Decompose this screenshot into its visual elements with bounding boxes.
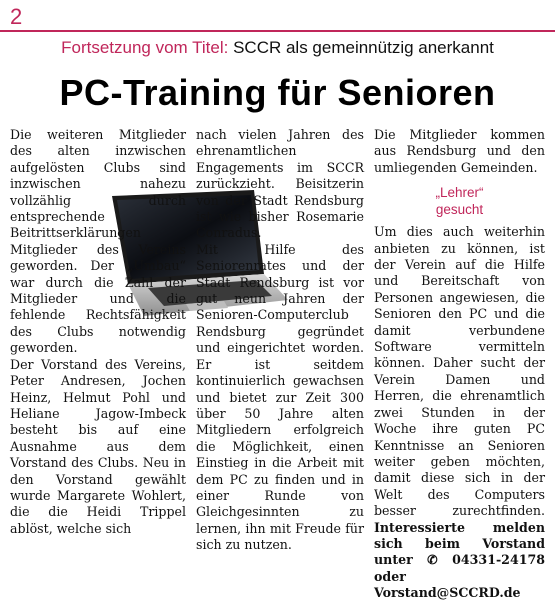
- article-column-2: [196, 127, 364, 554]
- headline: PC-Training für Senioren: [59, 72, 496, 113]
- call-text: Um dies auch weiterhin anbieten zu können, ist der Verein auf die Hilfe und Bereitschaft von Personen angewiesen, die Senioren den PC und die damit verbundene Software vermitteln können. Daher sucht der Verein Damen und Herren, die ehrenamtlich zwei Stunden in der Woche ihre guten PC Kenntnisse an Senioren weiter geben möchten, damit diese sich in der Welt des Computers besser zurechtfinden.: [374, 224, 545, 519]
- top-rule: [0, 30, 555, 32]
- page-number: 2: [10, 4, 23, 29]
- subheadline: [0, 38, 555, 58]
- paragraph-engagement: nach vielen Jahren des ehrenamtlichen Engagements im SCCR zurückzieht. Beisitzerin von der Stadt Rendsburg ist wie bisher Rosemarie Conradus.: [196, 127, 364, 241]
- paragraph-history: Mit Hilfe des Seniorenrates und der Stadt Rendsburg ist vor gut neun Jahren der Senioren-Computerclub Rendsburg gegründet und eingerichtet worden. Er ist seitdem kontinuierlich gewachsen und bietet zur Zeit 300 über 50 Jahre alten Mitgliedern erfolgreich die Möglichkeit, einen Einstieg in die Arbeit mit dem PC zu finden und in einer Runde von Gleichgesinnten zu lernen, ihn mit Freude für sich zu nutzen.: [196, 241, 364, 553]
- subhead-text: SCCR als gemeinnützig anerkannt: [233, 38, 494, 57]
- paragraph-intro: Die weiteren Mitglieder des alten inzwischen aufgelösten Clubs sind inzwischen nahezu vollzählig durch entsprechende Beitrittserklärungen Mitglieder des Vereins geworden. Der „Umbau“ war durch die Zahl der Mitglieder und die fehlende Rechtsfähigkeit des Clubs notwendig geworden.: [10, 127, 186, 356]
- section-subtitle: [374, 184, 545, 218]
- article-column-3: [374, 127, 545, 602]
- paragraph-call-for-teachers: [374, 224, 545, 601]
- article-column-1: [10, 127, 186, 537]
- paragraph-members: Die Mitglieder kommen aus Rendsburg und den umliegenden Gemeinden.: [374, 127, 545, 175]
- subhead-continuation-label: Fortsetzung vom Titel:: [61, 38, 229, 57]
- section-subtitle-line-1: „Lehrer“: [435, 185, 484, 201]
- contact-info: Interessierte melden sich beim Vorstand unter ✆ 04331-24178 oder Vorstand@SCCRD.de: [374, 519, 545, 601]
- section-subtitle-line-2: gesucht: [435, 202, 484, 218]
- paragraph-board: Der Vorstand des Vereins, Peter Andresen, Jochen Heinz, Helmut Pohl und Heliane Jagow-Imbeck besteht bis auf eine Ausnahme aus dem Vorstand des Clubs. Neu in den Vorstand gewählt wurde Margarete Wohlert, die die Heidi Trippel ablöst, welche sich: [10, 356, 186, 536]
